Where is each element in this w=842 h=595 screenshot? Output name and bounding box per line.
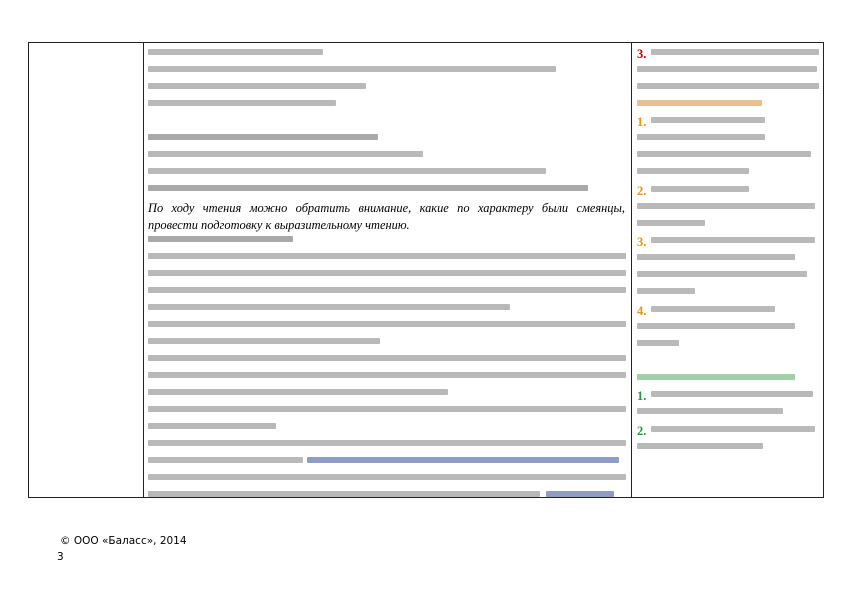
marker-green-1: 1. xyxy=(637,389,647,403)
lesson-line-16 xyxy=(148,338,380,344)
lesson-line-21 xyxy=(148,423,276,429)
page-number: 3 xyxy=(57,551,64,563)
side-line-17 xyxy=(637,323,795,329)
side-line-15 xyxy=(637,288,695,294)
lesson-line-23-blue xyxy=(307,457,619,463)
lesson-line-8 xyxy=(148,185,588,191)
lesson-line-2 xyxy=(148,66,556,72)
lesson-line-12 xyxy=(148,270,626,276)
lesson-line-17 xyxy=(148,355,626,361)
lesson-line-5 xyxy=(148,134,378,140)
lesson-line-1 xyxy=(148,49,323,55)
side-line-16 xyxy=(651,306,775,312)
lesson-line-6 xyxy=(148,151,423,157)
marker-orange-3: 3. xyxy=(637,235,647,249)
lesson-section-heading xyxy=(148,83,366,89)
side-line-12 xyxy=(651,237,815,243)
side-line-20 xyxy=(651,391,813,397)
side-line-23 xyxy=(637,443,763,449)
lesson-line-20 xyxy=(148,406,626,412)
marker-green-2: 2. xyxy=(637,424,647,438)
lesson-line-13 xyxy=(148,287,626,293)
lesson-line-24 xyxy=(148,474,626,480)
side-line-13 xyxy=(637,254,795,260)
side-line-14 xyxy=(637,271,807,277)
side-line-11 xyxy=(637,220,705,226)
side-line-1 xyxy=(651,49,819,55)
side-line-9 xyxy=(651,186,749,192)
side-line-21 xyxy=(637,408,783,414)
side-line-3 xyxy=(637,83,819,89)
lesson-line-22 xyxy=(148,440,626,446)
table-cell-left xyxy=(28,42,144,498)
lesson-line-25-blue xyxy=(546,491,614,497)
side-line-10 xyxy=(637,203,815,209)
side-line-18 xyxy=(637,340,679,346)
marker-orange-4: 4. xyxy=(637,304,647,318)
side-line-2 xyxy=(637,66,817,72)
lesson-line-25a xyxy=(148,491,540,497)
lesson-line-11 xyxy=(148,253,626,259)
lesson-line-4 xyxy=(148,100,336,106)
lesson-line-18 xyxy=(148,372,626,378)
side-line-8 xyxy=(637,168,749,174)
side-line-6 xyxy=(637,134,765,140)
marker-red-3: 3. xyxy=(637,47,647,61)
side-heading-communicative xyxy=(637,374,795,380)
side-line-5 xyxy=(651,117,765,123)
side-line-7 xyxy=(637,151,811,157)
side-heading-regulatory xyxy=(637,100,762,106)
lesson-line-7 xyxy=(148,168,546,174)
marker-orange-2: 2. xyxy=(637,184,647,198)
lesson-line-14 xyxy=(148,304,510,310)
lesson-line-10 xyxy=(148,236,293,242)
lesson-line-23a xyxy=(148,457,303,463)
footer-copyright: © ООО «Баласс», 2014 xyxy=(60,535,187,547)
lesson-line-15 xyxy=(148,321,626,327)
side-line-22 xyxy=(651,426,815,432)
marker-orange-1: 1. xyxy=(637,115,647,129)
lesson-reading-note: По ходу чтения можно обратить внимание, какие по характеру были смеянцы, провести подготовку к выразительному чтению. xyxy=(148,201,625,232)
lesson-line-19 xyxy=(148,389,448,395)
